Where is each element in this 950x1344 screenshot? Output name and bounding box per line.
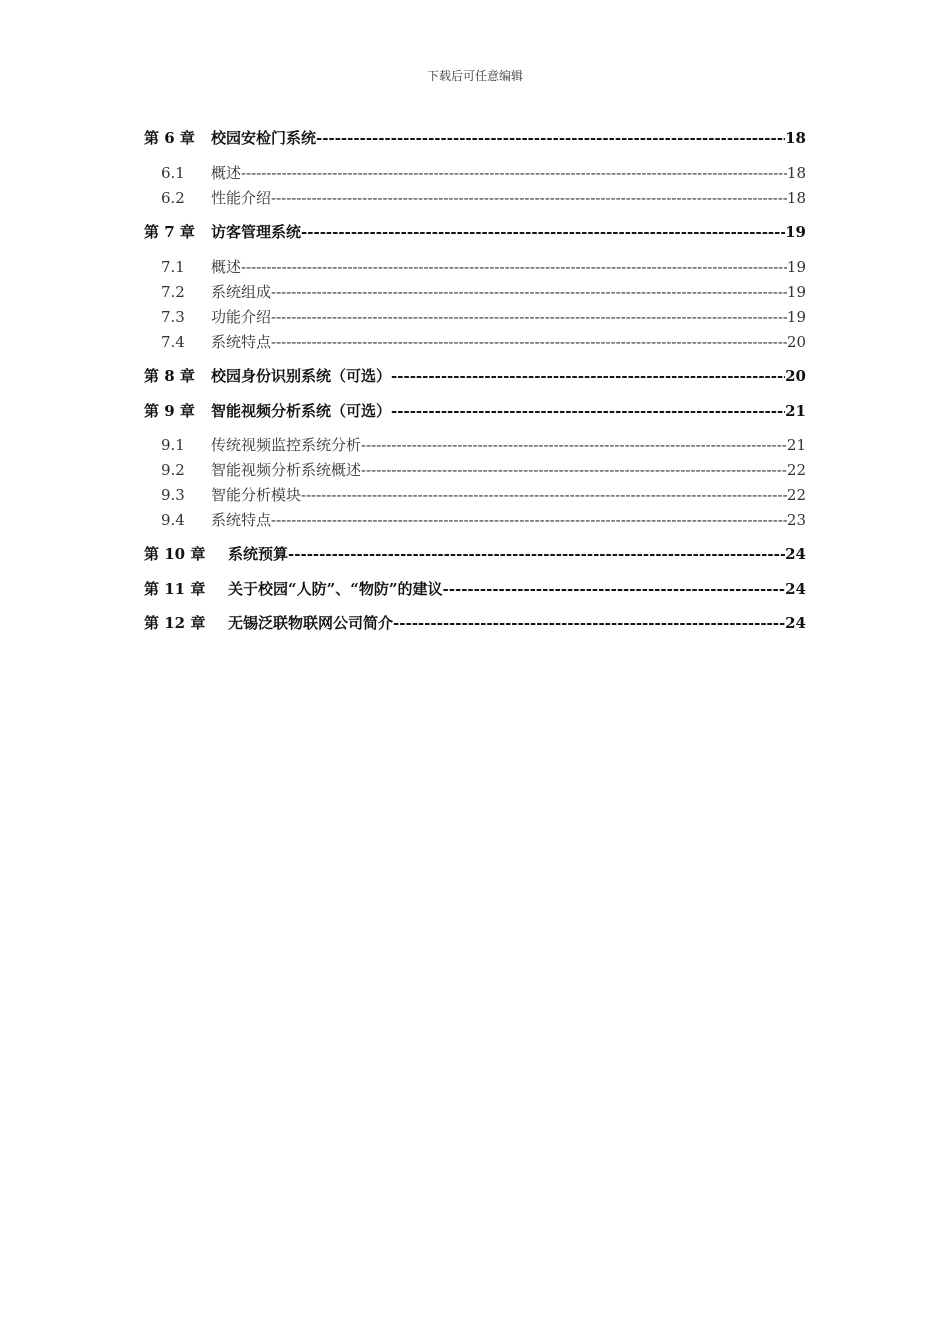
toc-leader-dots [361, 461, 787, 479]
toc-page-number: 21 [786, 436, 806, 454]
toc-leader-dots [241, 258, 787, 276]
toc-section-number: 7.2 [161, 283, 185, 301]
toc-entry-chapter-10[interactable] [144, 543, 806, 565]
toc-entry-chapter-11[interactable] [144, 578, 806, 600]
toc-chapter-title: 无锡泛联物联网公司简介 [228, 614, 394, 632]
toc-page-number: 24 [785, 545, 806, 563]
toc-section-number: 7.4 [161, 333, 185, 351]
toc-page-number: 21 [785, 402, 806, 420]
toc-page-number: 18 [786, 164, 806, 182]
toc-leader-dots [271, 308, 787, 326]
toc-section-number: 6.1 [161, 164, 185, 182]
toc-section-title: 概述 [211, 258, 242, 276]
toc-leader-dots [271, 189, 787, 207]
toc-leader-dots [391, 402, 785, 420]
toc-page-number: 18 [785, 129, 806, 147]
toc-entry-section-9-4[interactable] [144, 509, 806, 531]
toc-chapter-number: 第 9 章 [144, 402, 195, 420]
toc-section-number: 9.4 [161, 511, 185, 529]
toc-leader-dots [271, 283, 787, 301]
toc-leader-dots [391, 367, 785, 385]
toc-section-title: 概述 [211, 164, 242, 182]
toc-entry-section-9-2[interactable] [144, 459, 806, 481]
toc-section-title: 智能分析模块 [211, 486, 302, 504]
toc-section-number: 9.2 [161, 461, 185, 479]
toc-chapter-number: 第 7 章 [144, 223, 195, 241]
toc-leader-dots [288, 545, 785, 563]
toc-leader-dots [443, 580, 786, 598]
toc-section-title: 智能视频分析系统概述 [211, 461, 362, 479]
toc-leader-dots [301, 486, 787, 504]
toc-chapter-title: 访客管理系统 [211, 223, 302, 241]
toc-entry-section-9-1[interactable] [144, 434, 806, 456]
toc-section-title: 传统视频监控系统分析 [211, 436, 362, 454]
toc-leader-dots [271, 511, 787, 529]
toc-page-number: 22 [786, 461, 806, 479]
toc-page-number: 23 [786, 511, 806, 529]
toc-leader-dots [361, 436, 787, 454]
toc-chapter-title: 关于校园“人防”、“物防”的建议 [228, 580, 443, 598]
toc-chapter-title: 智能视频分析系统（可选） [211, 402, 392, 420]
toc-section-number: 7.1 [161, 258, 185, 276]
toc-section-number: 6.2 [161, 189, 185, 207]
toc-section-title: 功能介绍 [211, 308, 272, 326]
toc-entry-chapter-6[interactable] [144, 127, 806, 149]
toc-entry-chapter-9[interactable] [144, 400, 806, 422]
toc-section-number: 9.3 [161, 486, 185, 504]
toc-chapter-number: 第 12 章 [144, 614, 206, 632]
toc-entry-section-6-2[interactable] [144, 187, 806, 209]
toc-chapter-number: 第 8 章 [144, 367, 195, 385]
toc-entry-section-7-1[interactable] [144, 256, 806, 278]
toc-chapter-number: 第 10 章 [144, 545, 206, 563]
toc-chapter-title: 校园身份识别系统（可选） [211, 367, 392, 385]
toc-page-number: 19 [786, 308, 806, 326]
toc-chapter-number: 第 6 章 [144, 129, 195, 147]
toc-section-title: 性能介绍 [211, 189, 272, 207]
toc-entry-chapter-12[interactable] [144, 612, 806, 634]
toc-page-number: 24 [785, 614, 806, 632]
toc-entry-chapter-8[interactable] [144, 365, 806, 387]
toc-section-title: 系统特点 [211, 333, 272, 351]
toc-chapter-number: 第 11 章 [144, 580, 206, 598]
toc-leader-dots [271, 333, 787, 351]
toc-page-number: 19 [786, 283, 806, 301]
toc-page-number: 18 [786, 189, 806, 207]
toc-entry-section-9-3[interactable] [144, 484, 806, 506]
toc-leader-dots [241, 164, 787, 182]
toc-entry-section-6-1[interactable] [144, 162, 806, 184]
toc-page-number: 22 [786, 486, 806, 504]
toc-page-number: 19 [785, 223, 806, 241]
toc-leader-dots [393, 614, 785, 632]
toc-section-title: 系统组成 [211, 283, 272, 301]
toc-section-number: 7.3 [161, 308, 185, 326]
toc-page-number: 19 [786, 258, 806, 276]
page-header: 下载后可任意编辑 [426, 69, 523, 83]
toc-leader-dots [301, 223, 785, 241]
toc-entry-section-7-4[interactable] [144, 331, 806, 353]
toc-page-number: 24 [785, 580, 806, 598]
toc-entry-chapter-7[interactable] [144, 221, 806, 243]
toc-entry-section-7-2[interactable] [144, 281, 806, 303]
toc-entry-section-7-3[interactable] [144, 306, 806, 328]
toc-chapter-title: 校园安检门系统 [211, 129, 317, 147]
toc-section-number: 9.1 [161, 436, 185, 454]
toc-leader-dots [316, 129, 785, 147]
toc-chapter-title: 系统预算 [228, 545, 289, 563]
toc-page-number: 20 [785, 367, 806, 385]
toc-section-title: 系统特点 [211, 511, 272, 529]
toc-page-number: 20 [786, 333, 806, 351]
